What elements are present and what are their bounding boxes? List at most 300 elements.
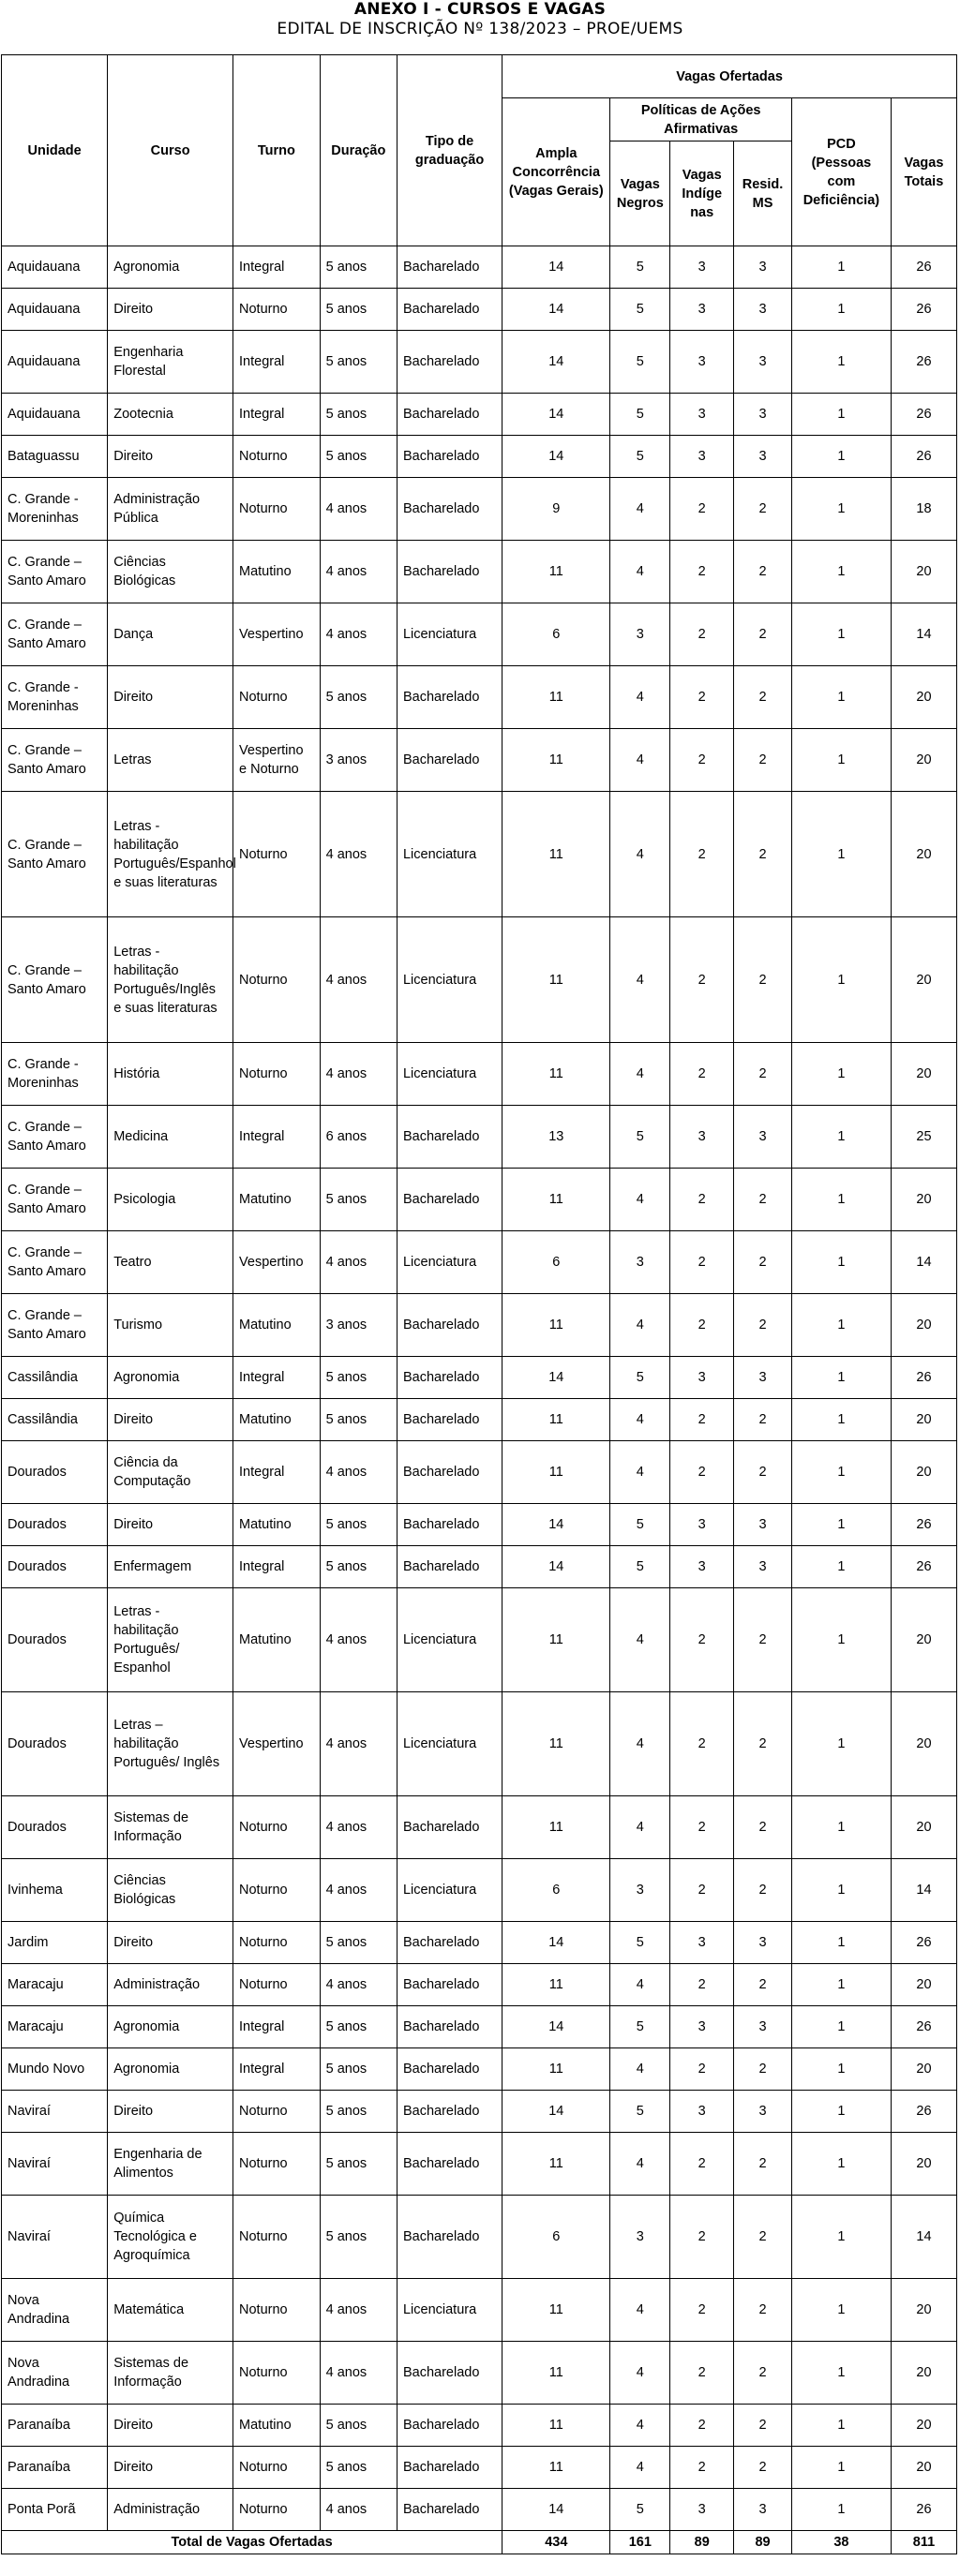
total-indigenas: 89 — [670, 2531, 734, 2554]
cell-turno: Noturno — [233, 1043, 321, 1106]
cell-total: 20 — [891, 1043, 956, 1106]
col-header-totais: Vagas Totais — [891, 98, 956, 246]
cell-pcd: 1 — [791, 2447, 891, 2489]
cell-total: 26 — [891, 1546, 956, 1588]
table-row — [2, 1546, 957, 1588]
cell-ampla: 13 — [502, 1106, 610, 1169]
cell-tipo: Bacharelado — [397, 1546, 502, 1588]
cell-ampla: 11 — [502, 1588, 610, 1692]
cell-turno: Vespertino — [233, 1692, 321, 1796]
cell-ampla: 14 — [502, 436, 610, 478]
cell-resid: 2 — [734, 2405, 792, 2447]
cell-ampla: 14 — [502, 1357, 610, 1399]
cell-ampla: 11 — [502, 2279, 610, 2342]
table-row — [2, 729, 957, 792]
cell-negros: 4 — [610, 2048, 670, 2091]
cell-total: 26 — [891, 289, 956, 331]
cell-total: 20 — [891, 1588, 956, 1692]
cell-turno: Noturno — [233, 1859, 321, 1922]
table-row — [2, 1859, 957, 1922]
cell-ampla: 6 — [502, 1231, 610, 1294]
cell-turno: Noturno — [233, 2489, 321, 2531]
cell-duracao: 4 anos — [320, 2279, 397, 2342]
cell-negros: 4 — [610, 1169, 670, 1231]
cell-duracao: 5 anos — [320, 1169, 397, 1231]
cell-ampla: 9 — [502, 478, 610, 541]
cell-pcd: 1 — [791, 1169, 891, 1231]
cell-pcd: 1 — [791, 603, 891, 666]
table-body — [2, 246, 957, 2531]
cell-resid: 2 — [734, 1294, 792, 1357]
cell-total: 20 — [891, 2447, 956, 2489]
cell-duracao: 4 anos — [320, 603, 397, 666]
cell-pcd: 1 — [791, 289, 891, 331]
cell-tipo: Licenciatura — [397, 1588, 502, 1692]
cell-resid: 2 — [734, 478, 792, 541]
cell-negros: 4 — [610, 2405, 670, 2447]
cell-total: 26 — [891, 1922, 956, 1964]
cell-indigenas: 2 — [670, 2279, 734, 2342]
cell-curso: Direito — [108, 2091, 233, 2133]
cell-turno: Integral — [233, 331, 321, 394]
cell-duracao: 4 anos — [320, 1441, 397, 1504]
cell-total: 26 — [891, 1504, 956, 1546]
cell-pcd: 1 — [791, 541, 891, 603]
cell-ampla: 14 — [502, 1504, 610, 1546]
cell-total: 26 — [891, 246, 956, 289]
cell-turno: Matutino — [233, 1169, 321, 1231]
cell-unidade: Aquidauana — [2, 289, 108, 331]
cell-total: 25 — [891, 1106, 956, 1169]
cell-turno: Noturno — [233, 2342, 321, 2405]
table-row — [2, 1441, 957, 1504]
cell-unidade: Bataguassu — [2, 436, 108, 478]
cell-unidade: Maracaju — [2, 1964, 108, 2006]
cell-total: 20 — [891, 1294, 956, 1357]
cell-ampla: 11 — [502, 1169, 610, 1231]
cell-tipo: Bacharelado — [397, 541, 502, 603]
cell-turno: Noturno — [233, 1922, 321, 1964]
cell-curso: Ciências Biológicas — [108, 541, 233, 603]
cell-negros: 5 — [610, 2006, 670, 2048]
cell-total: 14 — [891, 2196, 956, 2279]
cell-unidade: Naviraí — [2, 2091, 108, 2133]
cell-turno: Noturno — [233, 666, 321, 729]
table-row — [2, 2489, 957, 2531]
cell-unidade: Dourados — [2, 1504, 108, 1546]
cell-unidade: Nova Andradina — [2, 2279, 108, 2342]
cell-curso: Dança — [108, 603, 233, 666]
cell-pcd: 1 — [791, 2048, 891, 2091]
col-header-ampla: Ampla Concorrência (Vagas Gerais) — [502, 98, 610, 246]
cell-pcd: 1 — [791, 394, 891, 436]
cell-indigenas: 2 — [670, 2405, 734, 2447]
cell-curso: Letras — [108, 729, 233, 792]
cell-ampla: 6 — [502, 603, 610, 666]
cell-turno: Noturno — [233, 792, 321, 917]
cell-tipo: Licenciatura — [397, 917, 502, 1043]
cell-indigenas: 2 — [670, 1294, 734, 1357]
cell-negros: 5 — [610, 394, 670, 436]
cell-tipo: Bacharelado — [397, 1399, 502, 1441]
cell-resid: 2 — [734, 1588, 792, 1692]
cell-curso: Engenharia de Alimentos — [108, 2133, 233, 2196]
cell-tipo: Bacharelado — [397, 2196, 502, 2279]
cell-negros: 4 — [610, 1796, 670, 1859]
cell-unidade: C. Grande – Santo Amaro — [2, 1169, 108, 1231]
cell-pcd: 1 — [791, 2342, 891, 2405]
cell-indigenas: 2 — [670, 917, 734, 1043]
col-header-vagas-ofertadas: Vagas Ofertadas — [502, 55, 957, 98]
cell-total: 20 — [891, 2133, 956, 2196]
cell-tipo: Bacharelado — [397, 289, 502, 331]
cell-pcd: 1 — [791, 478, 891, 541]
cell-unidade: C. Grande – Santo Amaro — [2, 1106, 108, 1169]
table-row — [2, 2048, 957, 2091]
cell-pcd: 1 — [791, 1441, 891, 1504]
cell-turno: Noturno — [233, 917, 321, 1043]
cell-total: 20 — [891, 541, 956, 603]
cell-total: 26 — [891, 2091, 956, 2133]
cell-resid: 3 — [734, 2006, 792, 2048]
cell-ampla: 11 — [502, 1399, 610, 1441]
cell-curso: Administração — [108, 1964, 233, 2006]
cell-turno: Integral — [233, 394, 321, 436]
cell-ampla: 11 — [502, 1043, 610, 1106]
total-resid: 89 — [734, 2531, 792, 2554]
cell-negros: 4 — [610, 1441, 670, 1504]
cell-pcd: 1 — [791, 246, 891, 289]
table-row — [2, 792, 957, 917]
cell-negros: 4 — [610, 1399, 670, 1441]
col-header-resid: Resid. MS — [734, 141, 792, 246]
cell-tipo: Bacharelado — [397, 2006, 502, 2048]
cell-resid: 3 — [734, 436, 792, 478]
cell-turno: Integral — [233, 2006, 321, 2048]
cell-turno: Matutino — [233, 1399, 321, 1441]
cell-resid: 3 — [734, 1922, 792, 1964]
cell-unidade: Naviraí — [2, 2133, 108, 2196]
cell-tipo: Bacharelado — [397, 2048, 502, 2091]
table-row — [2, 1106, 957, 1169]
cell-tipo: Bacharelado — [397, 331, 502, 394]
cell-resid: 2 — [734, 2133, 792, 2196]
cell-curso: Química Tecnológica e Agroquímica — [108, 2196, 233, 2279]
cell-tipo: Licenciatura — [397, 2279, 502, 2342]
cell-ampla: 14 — [502, 246, 610, 289]
cell-total: 20 — [891, 2048, 956, 2091]
cell-ampla: 14 — [502, 2489, 610, 2531]
cell-curso: Direito — [108, 666, 233, 729]
cell-resid: 3 — [734, 394, 792, 436]
cell-curso: Letras - habilitação Português/Inglês e suas literaturas — [108, 917, 233, 1043]
table-row — [2, 1399, 957, 1441]
cell-curso: Engenharia Florestal — [108, 331, 233, 394]
cell-total: 20 — [891, 1964, 956, 2006]
cell-turno: Noturno — [233, 436, 321, 478]
cell-unidade: C. Grande – Santo Amaro — [2, 1231, 108, 1294]
cell-tipo: Bacharelado — [397, 2489, 502, 2531]
cell-total: 18 — [891, 478, 956, 541]
cell-negros: 5 — [610, 1357, 670, 1399]
cell-unidade: Aquidauana — [2, 246, 108, 289]
cell-turno: Noturno — [233, 1964, 321, 2006]
table-row — [2, 917, 957, 1043]
cell-pcd: 1 — [791, 1043, 891, 1106]
table-row — [2, 2196, 957, 2279]
cell-unidade: Naviraí — [2, 2196, 108, 2279]
cell-ampla: 11 — [502, 1796, 610, 1859]
cell-ampla: 14 — [502, 394, 610, 436]
cell-pcd: 1 — [791, 1546, 891, 1588]
cell-indigenas: 3 — [670, 1922, 734, 1964]
cell-pcd: 1 — [791, 1588, 891, 1692]
cell-curso: Agronomia — [108, 2048, 233, 2091]
cell-turno: Noturno — [233, 1796, 321, 1859]
cell-curso: Medicina — [108, 1106, 233, 1169]
cell-indigenas: 3 — [670, 436, 734, 478]
cell-turno: Noturno — [233, 478, 321, 541]
cell-ampla: 11 — [502, 541, 610, 603]
cell-total: 20 — [891, 1692, 956, 1796]
cell-negros: 4 — [610, 2447, 670, 2489]
cell-duracao: 4 anos — [320, 1043, 397, 1106]
cell-duracao: 5 anos — [320, 2405, 397, 2447]
cell-resid: 2 — [734, 1043, 792, 1106]
cell-turno: Integral — [233, 1357, 321, 1399]
cell-tipo: Bacharelado — [397, 1964, 502, 2006]
cell-ampla: 11 — [502, 1692, 610, 1796]
cell-pcd: 1 — [791, 1106, 891, 1169]
cell-indigenas: 3 — [670, 1504, 734, 1546]
cell-tipo: Licenciatura — [397, 792, 502, 917]
cell-indigenas: 2 — [670, 2048, 734, 2091]
cell-resid: 2 — [734, 1859, 792, 1922]
cell-pcd: 1 — [791, 2006, 891, 2048]
courses-table — [1, 54, 957, 2554]
col-header-duracao: Duração — [320, 55, 397, 246]
cell-resid: 3 — [734, 1357, 792, 1399]
cell-duracao: 4 anos — [320, 1231, 397, 1294]
document-subtitle: EDITAL DE INSCRIÇÃO Nº 138/2023 – PROE/UEMS — [277, 20, 683, 38]
cell-indigenas: 3 — [670, 2091, 734, 2133]
cell-duracao: 5 anos — [320, 2048, 397, 2091]
cell-duracao: 5 anos — [320, 1357, 397, 1399]
cell-negros: 4 — [610, 729, 670, 792]
total-ampla: 434 — [502, 2531, 610, 2554]
cell-tipo: Bacharelado — [397, 1922, 502, 1964]
cell-total: 26 — [891, 394, 956, 436]
cell-pcd: 1 — [791, 1231, 891, 1294]
cell-unidade: Ivinhema — [2, 1859, 108, 1922]
cell-indigenas: 3 — [670, 1106, 734, 1169]
cell-pcd: 1 — [791, 436, 891, 478]
cell-negros: 5 — [610, 2091, 670, 2133]
col-header-indigenas: Vagas Indíge nas — [670, 141, 734, 246]
cell-resid: 2 — [734, 1692, 792, 1796]
cell-tipo: Bacharelado — [397, 1294, 502, 1357]
cell-indigenas: 2 — [670, 1231, 734, 1294]
cell-duracao: 5 anos — [320, 2196, 397, 2279]
cell-tipo: Bacharelado — [397, 2447, 502, 2489]
cell-indigenas: 2 — [670, 1964, 734, 2006]
cell-curso: Direito — [108, 436, 233, 478]
cell-unidade: Nova Andradina — [2, 2342, 108, 2405]
cell-resid: 2 — [734, 1796, 792, 1859]
cell-tipo: Bacharelado — [397, 1504, 502, 1546]
cell-duracao: 6 anos — [320, 1106, 397, 1169]
table-row — [2, 331, 957, 394]
cell-total: 14 — [891, 1231, 956, 1294]
cell-ampla: 14 — [502, 2006, 610, 2048]
cell-turno: Matutino — [233, 1588, 321, 1692]
cell-turno: Matutino — [233, 1294, 321, 1357]
cell-duracao: 5 anos — [320, 436, 397, 478]
cell-curso: Agronomia — [108, 246, 233, 289]
cell-total: 20 — [891, 666, 956, 729]
cell-tipo: Bacharelado — [397, 1357, 502, 1399]
cell-duracao: 4 anos — [320, 1796, 397, 1859]
cell-negros: 3 — [610, 1231, 670, 1294]
table-row — [2, 1588, 957, 1692]
cell-indigenas: 2 — [670, 1043, 734, 1106]
cell-tipo: Bacharelado — [397, 2091, 502, 2133]
cell-tipo: Bacharelado — [397, 2133, 502, 2196]
cell-indigenas: 3 — [670, 1357, 734, 1399]
cell-curso: Agronomia — [108, 1357, 233, 1399]
cell-negros: 4 — [610, 2342, 670, 2405]
cell-negros: 3 — [610, 603, 670, 666]
cell-total: 20 — [891, 729, 956, 792]
cell-tipo: Licenciatura — [397, 1692, 502, 1796]
cell-ampla: 11 — [502, 2342, 610, 2405]
cell-curso: Letras – habilitação Português/ Inglês — [108, 1692, 233, 1796]
cell-pcd: 1 — [791, 1504, 891, 1546]
table-row — [2, 1294, 957, 1357]
cell-pcd: 1 — [791, 2489, 891, 2531]
cell-unidade: Mundo Novo — [2, 2048, 108, 2091]
cell-pcd: 1 — [791, 1796, 891, 1859]
cell-unidade: Cassilândia — [2, 1399, 108, 1441]
cell-indigenas: 2 — [670, 792, 734, 917]
cell-curso: Turismo — [108, 1294, 233, 1357]
cell-tipo: Bacharelado — [397, 2342, 502, 2405]
cell-curso: Ciências Biológicas — [108, 1859, 233, 1922]
cell-unidade: C. Grande – Santo Amaro — [2, 792, 108, 917]
cell-negros: 4 — [610, 2279, 670, 2342]
cell-resid: 3 — [734, 1504, 792, 1546]
cell-negros: 4 — [610, 792, 670, 917]
cell-resid: 2 — [734, 729, 792, 792]
cell-duracao: 3 anos — [320, 729, 397, 792]
cell-unidade: Ponta Porã — [2, 2489, 108, 2531]
cell-duracao: 5 anos — [320, 289, 397, 331]
cell-unidade: Aquidauana — [2, 331, 108, 394]
cell-negros: 3 — [610, 1859, 670, 1922]
cell-negros: 5 — [610, 246, 670, 289]
cell-duracao: 4 anos — [320, 2342, 397, 2405]
cell-curso: Administração Pública — [108, 478, 233, 541]
cell-resid: 3 — [734, 1546, 792, 1588]
cell-pcd: 1 — [791, 2133, 891, 2196]
cell-indigenas: 2 — [670, 1692, 734, 1796]
cell-unidade: Paranaíba — [2, 2447, 108, 2489]
cell-curso: Sistemas de Informação — [108, 1796, 233, 1859]
cell-turno: Vespertino e Noturno — [233, 729, 321, 792]
cell-total: 26 — [891, 331, 956, 394]
cell-indigenas: 2 — [670, 541, 734, 603]
cell-duracao: 4 anos — [320, 541, 397, 603]
cell-turno: Integral — [233, 2048, 321, 2091]
cell-curso: Zootecnia — [108, 394, 233, 436]
cell-tipo: Bacharelado — [397, 2405, 502, 2447]
cell-resid: 2 — [734, 1399, 792, 1441]
col-header-politicas: Políticas de Ações Afirmativas — [610, 98, 791, 141]
cell-turno: Noturno — [233, 2196, 321, 2279]
cell-ampla: 14 — [502, 331, 610, 394]
cell-resid: 2 — [734, 2342, 792, 2405]
cell-duracao: 4 anos — [320, 2489, 397, 2531]
cell-total: 14 — [891, 1859, 956, 1922]
cell-duracao: 5 anos — [320, 1504, 397, 1546]
cell-total: 20 — [891, 1169, 956, 1231]
cell-negros: 4 — [610, 541, 670, 603]
cell-indigenas: 2 — [670, 1796, 734, 1859]
cell-indigenas: 3 — [670, 2006, 734, 2048]
cell-tipo: Licenciatura — [397, 603, 502, 666]
cell-curso: Direito — [108, 1922, 233, 1964]
totals-label: Total de Vagas Ofertadas — [2, 2531, 502, 2554]
cell-indigenas: 2 — [670, 729, 734, 792]
cell-curso: Agronomia — [108, 2006, 233, 2048]
cell-unidade: C. Grande – Santo Amaro — [2, 603, 108, 666]
cell-curso: Sistemas de Informação — [108, 2342, 233, 2405]
cell-duracao: 4 anos — [320, 792, 397, 917]
cell-unidade: C. Grande - Moreninhas — [2, 1043, 108, 1106]
cell-tipo: Bacharelado — [397, 246, 502, 289]
cell-ampla: 11 — [502, 729, 610, 792]
cell-curso: Letras - habilitação Português/ Espanhol — [108, 1588, 233, 1692]
cell-pcd: 1 — [791, 2091, 891, 2133]
cell-unidade: C. Grande – Santo Amaro — [2, 1294, 108, 1357]
cell-resid: 2 — [734, 792, 792, 917]
cell-tipo: Bacharelado — [397, 666, 502, 729]
cell-total: 26 — [891, 1357, 956, 1399]
cell-indigenas: 3 — [670, 2489, 734, 2531]
cell-ampla: 11 — [502, 2405, 610, 2447]
cell-duracao: 5 anos — [320, 331, 397, 394]
cell-total: 20 — [891, 792, 956, 917]
cell-curso: Enfermagem — [108, 1546, 233, 1588]
table-row — [2, 2447, 957, 2489]
table-row — [2, 394, 957, 436]
cell-ampla: 14 — [502, 1546, 610, 1588]
cell-ampla: 11 — [502, 1441, 610, 1504]
cell-indigenas: 2 — [670, 2133, 734, 2196]
cell-unidade: Maracaju — [2, 2006, 108, 2048]
cell-curso: História — [108, 1043, 233, 1106]
cell-indigenas: 3 — [670, 394, 734, 436]
cell-curso: Teatro — [108, 1231, 233, 1294]
cell-total: 14 — [891, 603, 956, 666]
cell-curso: Psicologia — [108, 1169, 233, 1231]
cell-resid: 3 — [734, 246, 792, 289]
table-row — [2, 1357, 957, 1399]
cell-duracao: 5 anos — [320, 2447, 397, 2489]
cell-turno: Matutino — [233, 541, 321, 603]
cell-negros: 4 — [610, 1294, 670, 1357]
cell-turno: Noturno — [233, 2091, 321, 2133]
